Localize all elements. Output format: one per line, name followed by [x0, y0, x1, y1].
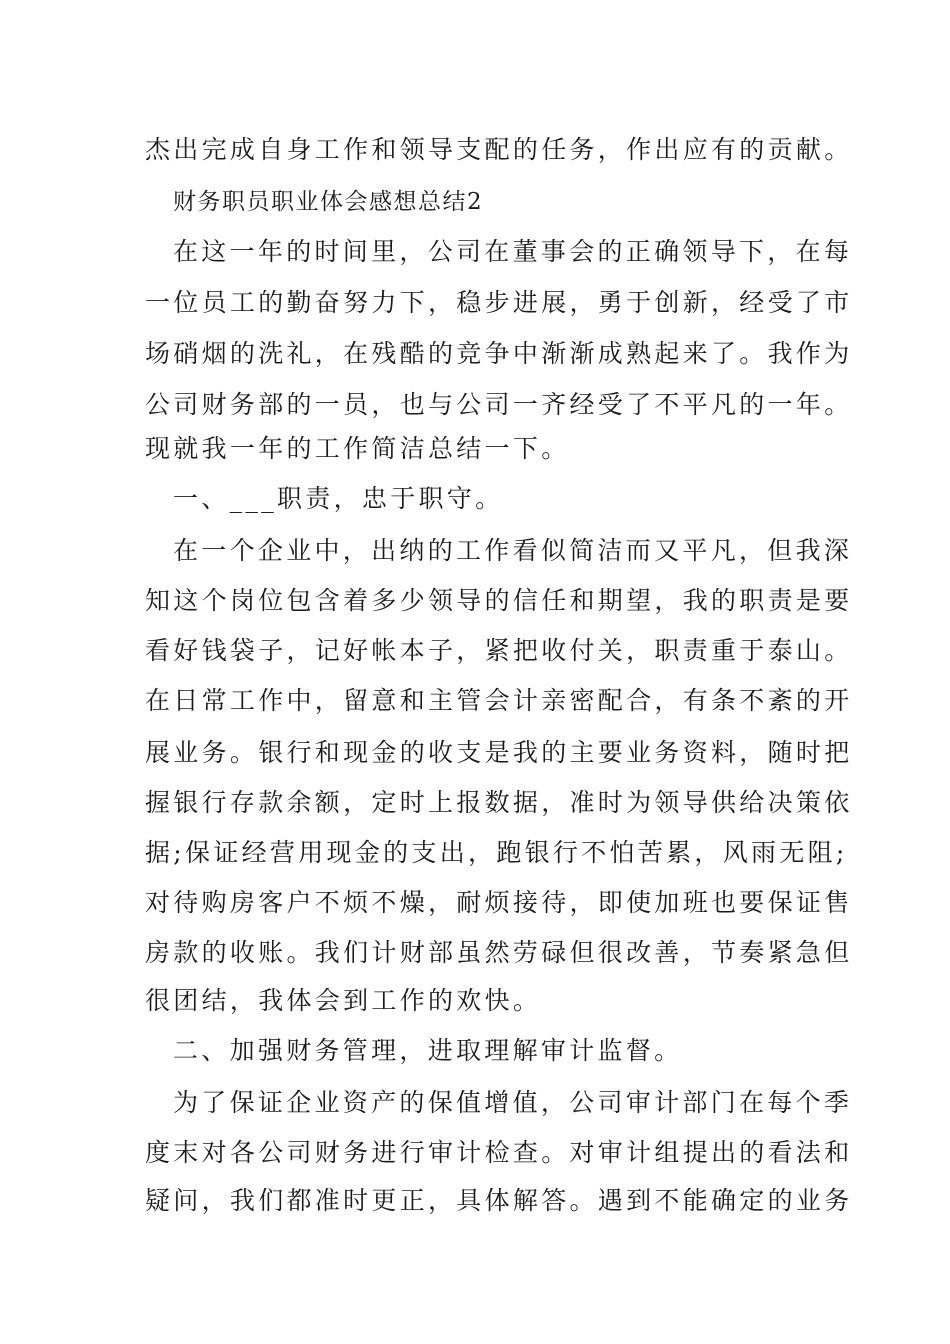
section-heading: 二、加强财务管理，进取理解审计监督。	[173, 1036, 683, 1065]
paragraph-line: 度末对各公司财务进行审计检查。对审计组提出的看法和	[145, 1138, 853, 1167]
paragraph-line: 在日常工作中，留意和主管会计亲密配合，有条不紊的开	[145, 686, 853, 715]
paragraph-line: 公司财务部的一员，也与公司一齐经受了不平凡的一年。	[145, 390, 853, 419]
paragraph-line: 为了保证企业资产的保值增值，公司审计部门在每个季	[173, 1088, 853, 1117]
paragraph-line: 据;保证经营用现金的支出，跑银行不怕苦累，风雨无阻;	[145, 838, 848, 867]
paragraph-line: 看好钱袋子，记好帐本子，紧把收付关，职责重于泰山。	[145, 636, 853, 665]
paragraph-line: 知这个岗位包含着多少领导的信任和期望，我的职责是要	[145, 586, 853, 615]
section-heading: 一、___职责，忠于职守。	[173, 484, 504, 513]
paragraph-line: 杰出完成自身工作和领导支配的任务，作出应有的贡献。	[145, 135, 853, 164]
paragraph-line: 很团结，我体会到工作的欢快。	[145, 986, 542, 1015]
paragraph-line: 场硝烟的洗礼，在残酷的竞争中渐渐成熟起来了。我作为	[145, 339, 853, 368]
paragraph-line: 握银行存款余额，定时上报数据，准时为领导供给决策依	[145, 788, 853, 817]
paragraph-line: 现就我一年的工作简洁总结一下。	[145, 434, 570, 463]
paragraph-line: 在这一年的时间里，公司在董事会的正确领导下，在每	[173, 237, 853, 266]
paragraph-line: 房款的收账。我们计财部虽然劳碌但很改善，节奏紧急但	[145, 938, 853, 967]
section-heading: 财务职员职业体会感想总结2	[173, 189, 484, 215]
paragraph-line: 对待购房客户不烦不燥，耐烦接待，即使加班也要保证售	[145, 888, 853, 917]
paragraph-line: 在一个企业中，出纳的工作看似简洁而又平凡，但我深	[173, 536, 853, 565]
paragraph-line: 展业务。银行和现金的收支是我的主要业务资料，随时把	[145, 738, 853, 767]
paragraph-line: 疑问，我们都准时更正，具体解答。遇到不能确定的业务	[145, 1186, 853, 1215]
paragraph-line: 一位员工的勤奋努力下，稳步进展，勇于创新，经受了市	[145, 288, 853, 317]
